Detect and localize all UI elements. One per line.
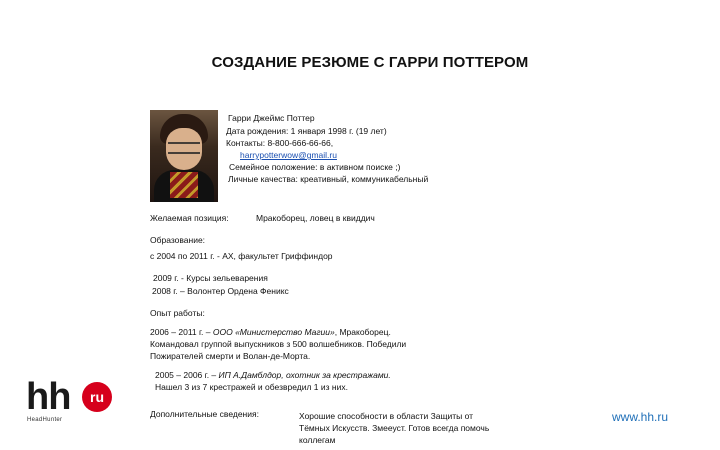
profile-birth: Дата рождения: 1 января 1998 г. (19 лет) bbox=[226, 126, 387, 136]
logo-ru-circle: ru bbox=[82, 382, 112, 412]
additional-line1: Хорошие способности в области Защиты от bbox=[299, 411, 474, 421]
education-extra-2: 2008 г. – Волонтер Ордена Феникс bbox=[152, 286, 289, 296]
profile-name: Гарри Джеймс Поттер bbox=[228, 113, 315, 123]
logo-subtitle: HeadHunter bbox=[27, 417, 63, 423]
headhunter-logo bbox=[26, 378, 122, 428]
slide-title: СОЗДАНИЕ РЕЗЮМЕ С ГАРРИ ПОТТЕРОМ bbox=[211, 54, 529, 71]
experience-label: Опыт работы: bbox=[150, 308, 205, 318]
additional-label: Дополнительные сведения: bbox=[150, 409, 259, 419]
desired-value: Мракоборец, ловец в квиддич bbox=[256, 213, 375, 223]
job2-line1: 2005 – 2006 г. – ИП А.Дамблдор, охотник за крестражами. bbox=[155, 370, 391, 380]
education-label: Образование: bbox=[150, 235, 206, 245]
education-main: с 2004 по 2011 г. - АХ, факультет Гриффиндор bbox=[150, 251, 333, 261]
profile-family: Семейное положение: в активном поиске ;) bbox=[229, 162, 401, 172]
job1-line1: 2006 – 2011 г. – ООО «Министерство Магии», Мракоборец. bbox=[150, 327, 391, 337]
profile-contacts: Контакты: 8-800-666-66-66, bbox=[226, 138, 334, 148]
job2-line2: Нашел 3 из 7 крестражей и обезвредил 1 из них. bbox=[155, 382, 348, 392]
additional-line2: Тёмных Искусств. Змееуст. Готов всегда помочь bbox=[299, 423, 490, 433]
profile-qualities: Личные качества: креативный, коммуникабельный bbox=[228, 174, 429, 184]
additional-line3: коллегам bbox=[299, 435, 336, 445]
logo-hh-text: hh bbox=[26, 376, 71, 418]
job1-line3: Пожирателей смерти и Волан-де-Морта. bbox=[150, 351, 311, 361]
job1-line2: Командовал группой выпускников з 500 волшебников. Победили bbox=[150, 339, 407, 349]
email-link[interactable]: harrypotterwow@gmail.ru bbox=[240, 150, 337, 160]
desired-label: Желаемая позиция: bbox=[150, 213, 229, 223]
harry-potter-photo bbox=[150, 110, 218, 202]
site-url[interactable]: www.hh.ru bbox=[612, 410, 669, 424]
education-extra-1: 2009 г. - Курсы зельеварения bbox=[153, 273, 268, 283]
